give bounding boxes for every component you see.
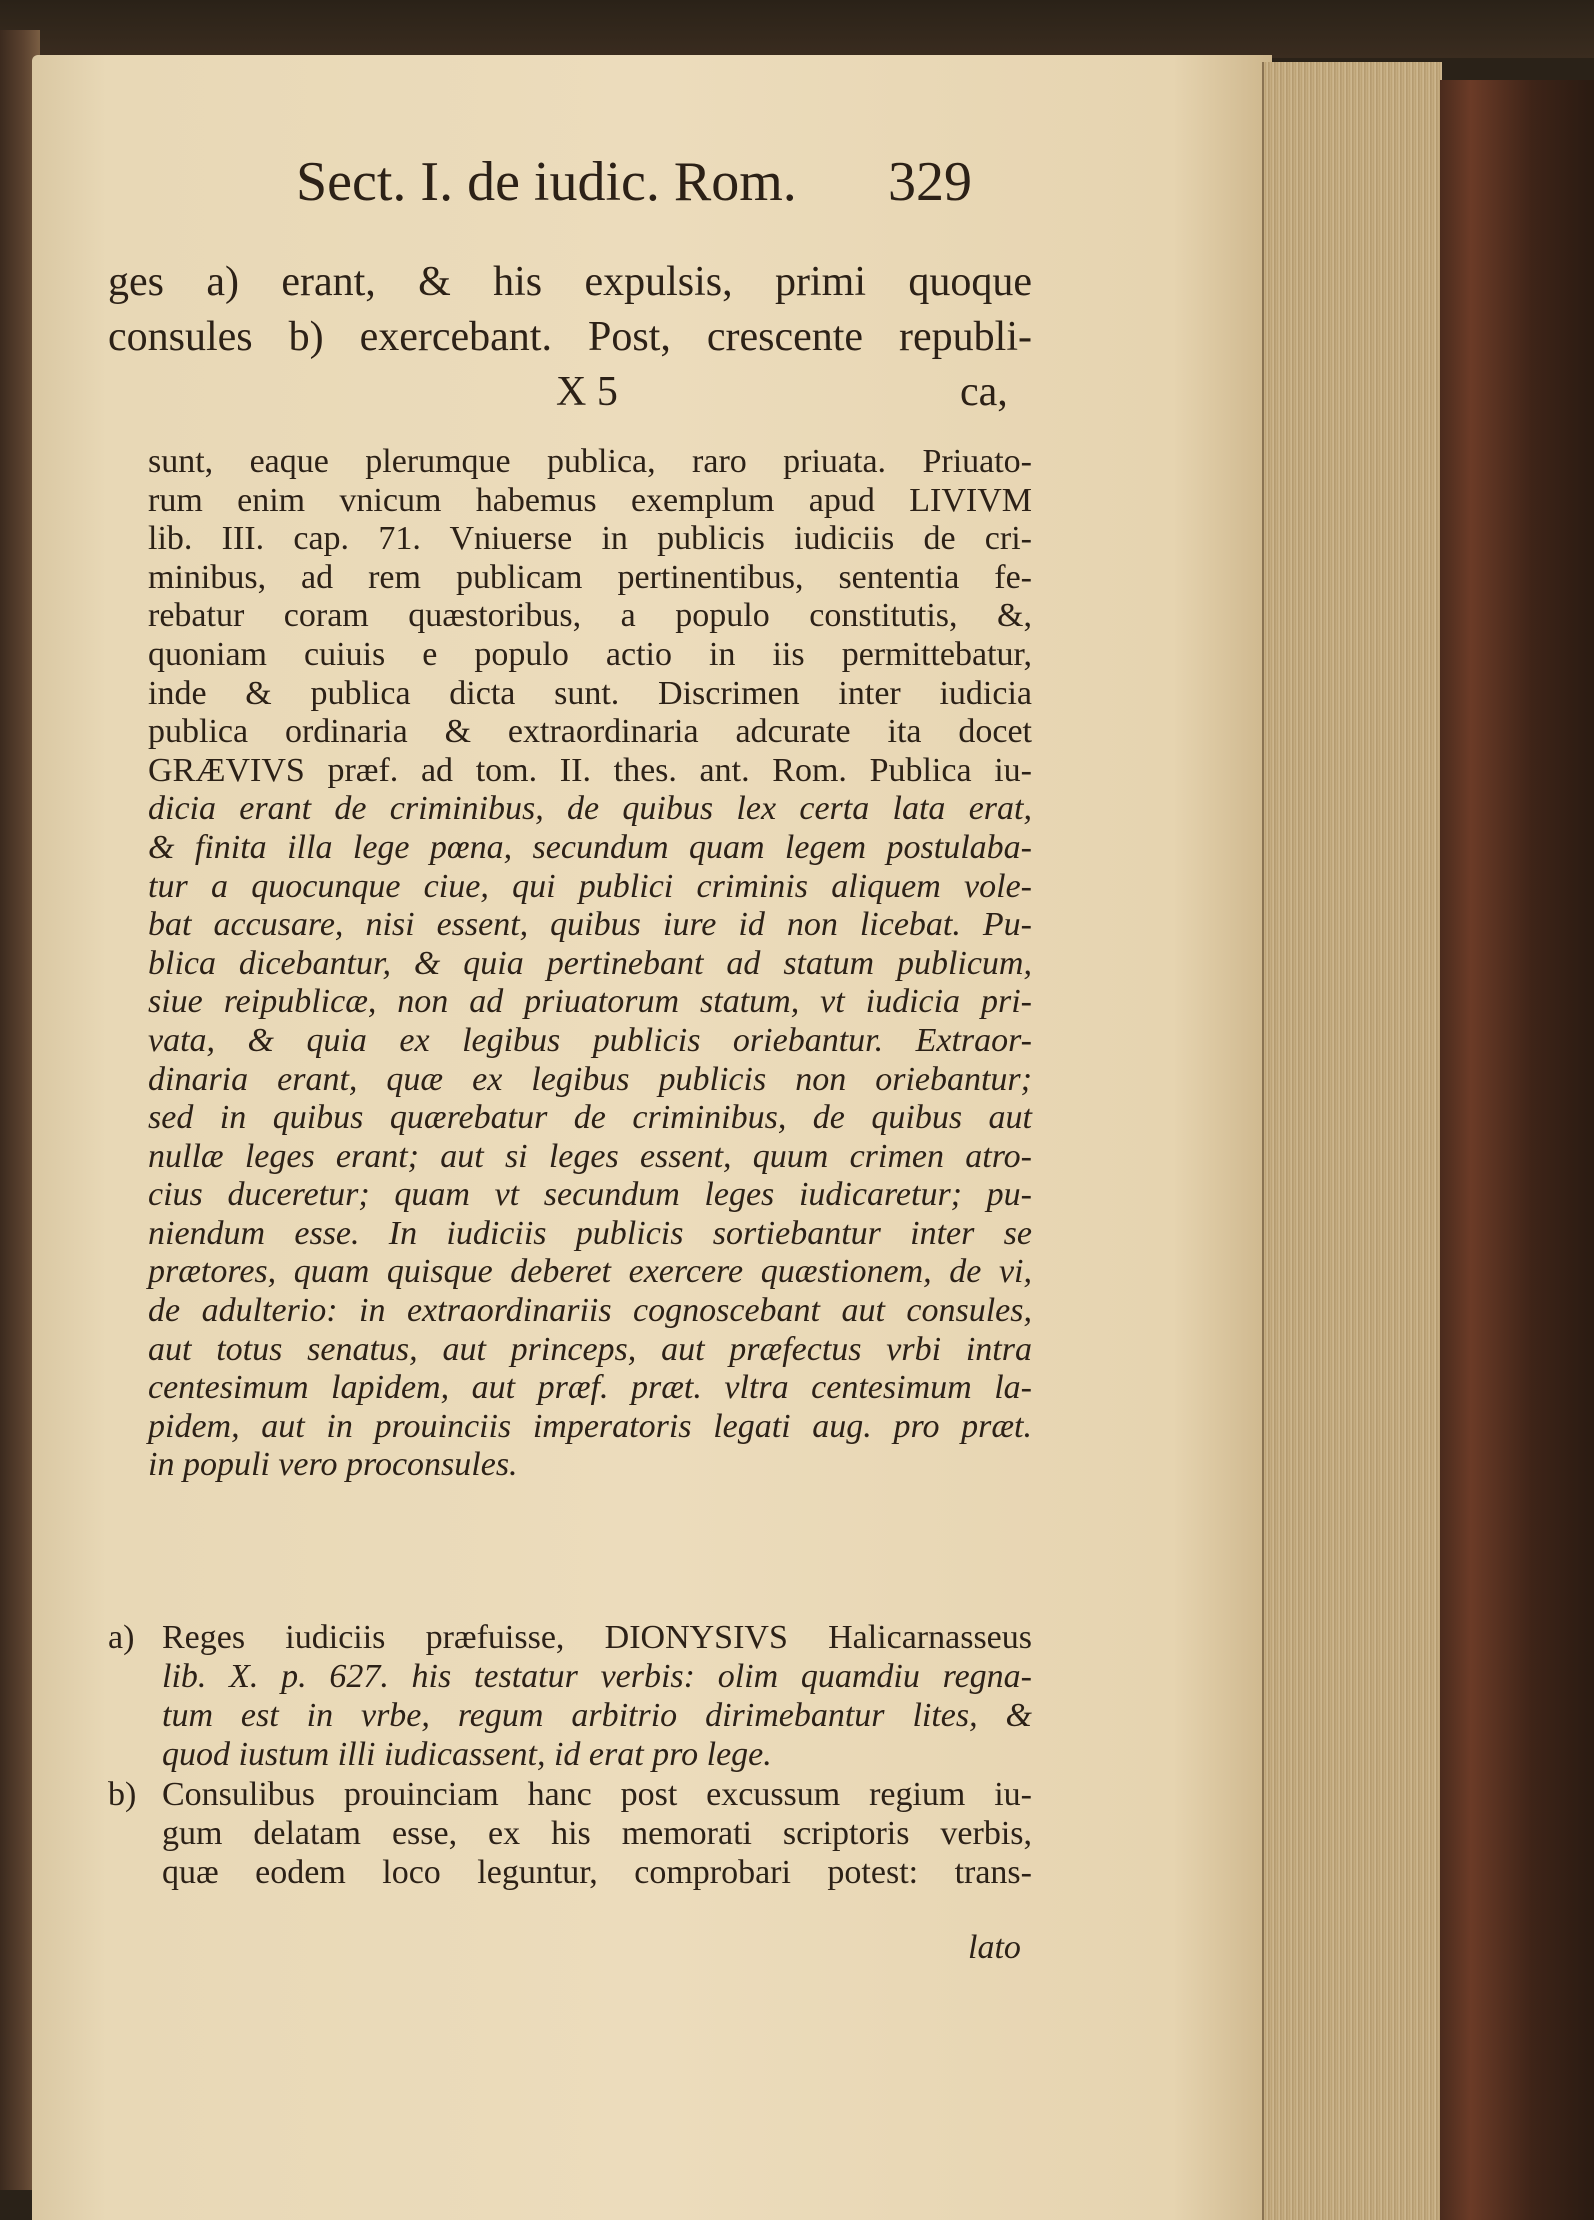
note-line: aut totus senatus, aut princeps, aut præfectus vrbi intra (148, 1330, 1032, 1368)
note-line: cius duceretur; quam vt secundum leges iudicaretur; pu- (148, 1176, 1032, 1214)
footnote-line: Reges iudiciis præfuisse, DIONYSIVS Halicarnasseus (162, 1619, 1032, 1656)
note-line: bat accusare, nisi essent, quibus iure id non licebat. Pu- (148, 906, 1032, 944)
note-line: vata, & quia ex legibus publicis oriebantur. Extraor- (148, 1021, 1032, 1059)
footnote-line: quod iustum illi iudicassent, id erat pro lege. (162, 1736, 772, 1773)
note-line: tur a quocunque ciue, qui publici criminis aliquem vole- (148, 867, 1032, 905)
note-line: centesimum lapidem, aut præf. præt. vltra centesimum la- (148, 1369, 1032, 1407)
note-text (148, 443, 1032, 1485)
note-line: inde & publica dicta sunt. Discrimen inter iudicia (148, 674, 1032, 712)
footnote-a-marker: a) (108, 1619, 135, 1656)
note-line: de adulterio: in extraordinariis cognoscebant aut consules, (148, 1292, 1032, 1330)
main-text (108, 255, 1032, 365)
note-line: pidem, aut in prouinciis imperatoris legati aug. pro præt. (148, 1407, 1032, 1445)
footnote-line: Consulibus prouinciam hanc post excussum regium iu- (162, 1776, 1032, 1813)
note-line: rebatur coram quæstoribus, a populo constitutis, &, (148, 597, 1032, 635)
note-line: nullæ leges erant; aut si leges essent, quum crimen atro- (148, 1137, 1032, 1175)
note-line: siue reipublicæ, non ad priuatorum statum, vt iudicia pri- (148, 983, 1032, 1021)
page-edges (1262, 62, 1442, 2220)
footnote-line: gum delatam esse, ex his memorati scriptoris verbis, (162, 1815, 1032, 1852)
catchword-top: ca, (960, 369, 1008, 415)
note-line: quoniam cuiuis e populo actio in iis permittebatur, (148, 635, 1032, 673)
note-line: publica ordinaria & extraordinaria adcurate ita docet (148, 713, 1032, 751)
note-line: minibus, ad rem publicam pertinentibus, sententia fe- (148, 558, 1032, 596)
running-title: Sect. I. de iudic. Rom. (296, 151, 797, 213)
note-line: rum enim vnicum habemus exemplum apud LIVIVM (148, 481, 1032, 519)
note-line: lib. III. cap. 71. Vniuerse in publicis iudiciis de cri- (148, 520, 1032, 558)
book-cover-top (0, 0, 1594, 58)
note-line: sunt, eaque plerumque publica, raro priuata. Priuato- (148, 443, 1032, 480)
signature-mark: X 5 (556, 369, 618, 415)
note-line: GRÆVIVS præf. ad tom. II. thes. ant. Rom. Publica iu- (148, 751, 1032, 789)
footnote-line: lib. X. p. 627. his testatur verbis: olim quamdiu regna- (162, 1658, 1032, 1695)
note-line: dinaria erant, quæ ex legibus publicis non oriebantur; (148, 1060, 1032, 1098)
note-line: prætores, quam quisque deberet exercere quæstionem, de vi, (148, 1253, 1032, 1291)
main-line: ges a) erant, & his expulsis, primi quoque (108, 259, 1032, 305)
footnote-line: quæ eodem loco leguntur, comprobari potest: trans- (162, 1854, 1032, 1891)
note-line: in populi vero proconsules. (148, 1446, 518, 1484)
footnote-b (162, 1775, 1032, 1892)
note-line: blica dicebantur, & quia pertinebant ad statum publicum, (148, 944, 1032, 982)
note-line: & finita illa lege pœna, secundum quam legem postulaba- (148, 828, 1032, 866)
footnote-b-marker: b) (108, 1776, 137, 1813)
footnote-line: tum est in vrbe, regum arbitrio dirimebantur lites, & (162, 1697, 1032, 1734)
catchword-bottom: lato (968, 1929, 1021, 1966)
book-cover-right (1440, 80, 1594, 2220)
note-line: sed in quibus quærebatur de criminibus, de quibus aut (148, 1099, 1032, 1137)
page-number: 329 (888, 151, 972, 213)
note-line: dicia erant de criminibus, de quibus lex certa lata erat, (148, 790, 1032, 828)
main-line: consules b) exercebant. Post, crescente republi- (108, 314, 1032, 360)
footnote-a (162, 1618, 1032, 1774)
note-line: niendum esse. In iudiciis publicis sortiebantur inter se (148, 1214, 1032, 1252)
